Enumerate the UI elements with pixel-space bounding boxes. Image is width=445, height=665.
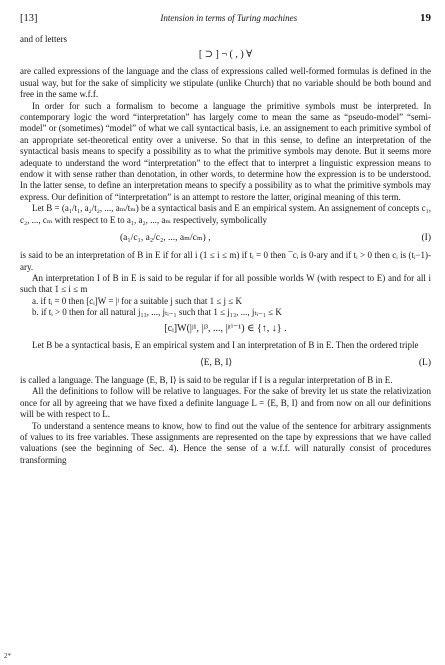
formula-I-body: (a₁/c₁, a₂/c₂, ..., aₘ/cₘ) , [120,233,211,244]
formula-L-label: (L) [418,357,431,368]
page-header [20,12,431,28]
paragraph-relativization: All the definitions to follow will be relative to languages. For the sake of brevity let us state the relativization once for all by agreeing that we have fixed a definite language L = ⟨E, B, I⟩ and from now on all our definitions will be with respect to L. [20,386,431,420]
footer-signature-mark: 2* [4,652,11,660]
paragraph-letters-intro: and of letters [20,34,67,44]
formula-I [20,232,431,244]
formula-truth-values: [cᵢ]W(|ʲ¹, |ʲ³, ..., |ʲᵗⁱ⁻¹) ∈ {↑, ↓} . [164,322,287,334]
paragraph-ordered-triple: Let B be a syntactical basis, E an empirical system and I an interpretation of B in E. Then the ordered triple [32,339,419,350]
formula-L [20,357,431,369]
paragraph-language-definition: is called a language. The language ⟨E, B, I⟩ is said to be regular if I is a regular interpretation of B in E. [20,374,393,385]
paragraph-syntactical-basis: Let B = (a₁/t₁, a₂/t₂, ..., aₘ/tₘ) be a syntactical basis and E an empirical system. An assignement of concepts c₁, c₂, ..., cₘ with respect to E to a₁, a₂, ..., aₘ respectively, symbolically [20,203,431,225]
paragraph-interpretation-definition: is said to be an interpretation of B in E if for all i (1 ≤ i ≤ m) if tᵢ = 0 then ¯cᵢ is 0-ary and if tᵢ > 0 then cᵢ is (tᵢ−1)-ary. [20,250,431,272]
paragraph-interpretation: In order for such a formalism to become a language the primitive symbols must be interpreted. In contemporary logic the word “interpretation” has largely come to mean the same as “pseudo-model” “semi-model” or (sometimes) “model” of what we call syntactical basis, i.e. an assignement to each primitive symbol of an appropriate set-theoretical entity over a universe. So that in this sense, to define an interpretation of the syntactical basis means to specify a possibility as to what the primitive symbols may denote. But it seems more adequate to understand the word “interpretation” to the effect that to interpret a linguistic expression means to endow it with sense rather than denotation, in other words, to determine how the expression is to be understood. In the latter sense, to define an interpretation means to specify a possibility as to what the primitive symbols may express. Our definition of “interpretation” is an attempt to restore the latter, original meaning of this term. [20,100,431,202]
paragraph-regular-definition: An interpretation I of B in E is said to be regular if for all possible worlds W (with respect to E) and for all i such that 1 ≤ i ≤ m [20,272,431,295]
formula-I-label: (I) [421,233,431,244]
primitive-symbols: [ ⊃ ] ¬ ( , ) ∀ [198,49,253,61]
section-number: [13] [20,13,38,24]
paragraph-expressions: are called expressions of the language and the class of expressions called well-formed formulas is defined in the usual way, but for the sake of simplicity we stipulate (unlike Church) that no variable should be both bound and free in the same w.f.f. [20,66,431,100]
condition-a: a. if tᵢ = 0 then [cᵢ]W = |ʲ for a suitable j such that 1 ≤ j ≤ K [32,295,242,306]
formula-L-body: ⟨E, B, I⟩ [200,357,233,368]
running-title: Intension in terms of Turing machines [160,13,298,23]
page-number: 19 [420,12,431,24]
paragraph-understanding-sentence: To understand a sentence means to know, how to find out the value of the sentence for arbitrary assignments of values to its free variables. These assignments are represented on the tape by expressions that we have called valuations (see the beginning of Sec. 4). Hence the sense of a w.f.f. will naturally consist of procedures transforming [20,420,431,465]
condition-b: b. if tᵢ > 0 then for all natural j₁₃, ..., jₜᵢ₋₁ such that 1 ≤ j₁₃, ..., jₜᵢ₋₁ ≤ K [32,307,282,318]
